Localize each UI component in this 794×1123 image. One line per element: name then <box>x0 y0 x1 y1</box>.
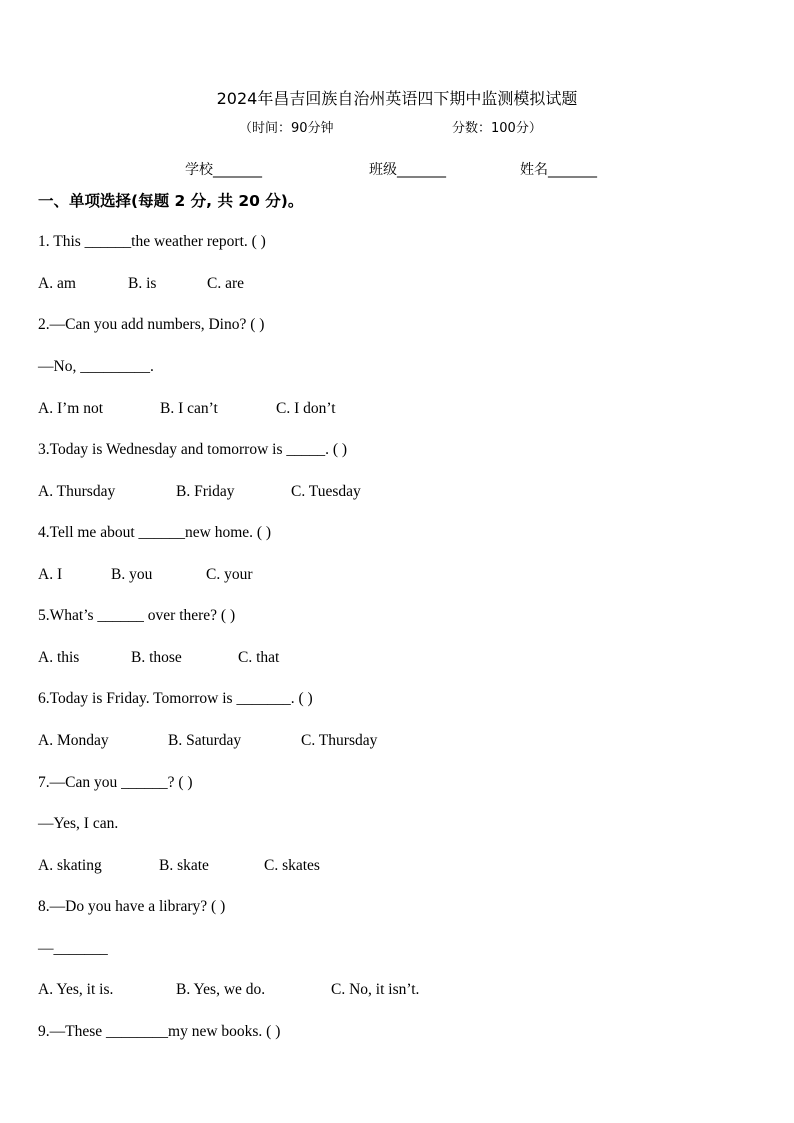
question-5-stem: 5.What’s ______ over there? ( ) <box>38 607 236 624</box>
question-2-option-b[interactable]: B. I can’t <box>160 400 218 417</box>
question-6-option-b[interactable]: B. Saturday <box>168 732 242 749</box>
question-3-option-a[interactable]: A. Thursday <box>38 483 116 500</box>
question-5-option-a[interactable]: A. this <box>38 649 80 666</box>
question-2-option-c[interactable]: C. I don’t <box>276 400 336 417</box>
question-8-answer-line: —_______ <box>38 940 108 957</box>
question-3-stem: 3.Today is Wednesday and tomorrow is _____. ( ) <box>38 441 348 458</box>
question-2-stem: 2.—Can you add numbers, Dino? ( ) <box>38 316 265 333</box>
question-7-option-a[interactable]: A. skating <box>38 857 102 874</box>
question-9-stem: 9.—These ________my new books. ( ) <box>38 1023 281 1040</box>
question-3-option-b[interactable]: B. Friday <box>176 483 235 500</box>
question-6-option-c[interactable]: C. Thursday <box>301 732 378 749</box>
question-2-answer-line: —No, _________. <box>38 358 154 375</box>
class-field[interactable]: 班级_______ <box>369 162 446 178</box>
question-1-option-c[interactable]: C. are <box>207 275 245 292</box>
question-3-option-c[interactable]: C. Tuesday <box>291 483 361 500</box>
question-8-option-b[interactable]: B. Yes, we do. <box>176 981 266 998</box>
question-2-option-a[interactable]: A. I’m not <box>38 400 104 417</box>
question-8-option-c[interactable]: C. No, it isn’t. <box>331 981 420 998</box>
exam-title: 2024年昌吉回族自治州英语四下期中监测模拟试题 <box>216 89 578 108</box>
question-7-option-b[interactable]: B. skate <box>159 857 209 874</box>
question-1-option-a[interactable]: A. am <box>38 275 76 292</box>
question-5-option-c[interactable]: C. that <box>238 649 280 666</box>
question-8-option-a[interactable]: A. Yes, it is. <box>38 981 114 998</box>
name-field[interactable]: 姓名_______ <box>520 162 597 178</box>
question-7-option-c[interactable]: C. skates <box>264 857 320 874</box>
question-4-option-c[interactable]: C. your <box>206 566 253 583</box>
question-4-option-a[interactable]: A. I <box>38 566 63 583</box>
question-1-option-b[interactable]: B. is <box>128 275 157 292</box>
question-6-option-a[interactable]: A. Monday <box>38 732 109 749</box>
question-1-stem: 1. This ______the weather report. ( ) <box>38 233 266 250</box>
question-5-option-b[interactable]: B. those <box>131 649 182 666</box>
question-4-stem: 4.Tell me about ______new home. ( ) <box>38 524 272 541</box>
question-6-stem: 6.Today is Friday. Tomorrow is _______. ( ) <box>38 690 313 707</box>
exam-time: （时间：90分钟 <box>239 121 334 136</box>
school-field[interactable]: 学校_______ <box>185 162 262 178</box>
exam-score: 分数：100分） <box>452 121 542 136</box>
question-4-option-b[interactable]: B. you <box>111 566 153 583</box>
question-7-stem: 7.—Can you ______? ( ) <box>38 774 193 791</box>
section-heading: 一、单项选择(每题 2 分, 共 20 分)。 <box>38 192 304 210</box>
question-8-stem: 8.—Do you have a library? ( ) <box>38 898 226 915</box>
question-7-answer-line: —Yes, I can. <box>38 815 119 832</box>
